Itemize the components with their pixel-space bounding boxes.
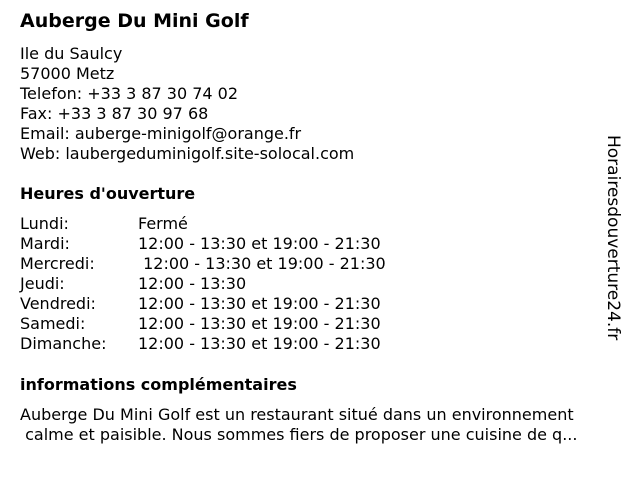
description-line: Auberge Du Mini Golf est un restaurant situé dans un environnement bbox=[20, 405, 574, 424]
hours-day: Dimanche: bbox=[20, 334, 107, 353]
hours-day: Mercredi: bbox=[20, 254, 95, 273]
contact-block bbox=[20, 44, 354, 164]
site-watermark: Horairesdouverture24.fr bbox=[603, 135, 623, 341]
hours-row-lundi bbox=[20, 214, 386, 234]
hours-row-dimanche bbox=[20, 334, 386, 354]
description-text bbox=[20, 405, 630, 445]
hours-time: 12:00 - 13:30 et 19:00 - 21:30 bbox=[138, 234, 381, 253]
hours-row-mercredi bbox=[20, 254, 386, 274]
website-link[interactable]: Web: laubergeduminigolf.site-solocal.com bbox=[20, 144, 355, 163]
hours-time: 12:00 - 13:30 et 19:00 - 21:30 bbox=[138, 294, 381, 313]
hours-time: Fermé bbox=[138, 214, 188, 233]
hours-time: 12:00 - 13:30 et 19:00 - 21:30 bbox=[138, 334, 381, 353]
opening-hours-heading: Heures d'ouverture bbox=[20, 184, 196, 203]
hours-day: Samedi: bbox=[20, 314, 86, 333]
hours-time: 12:00 - 13:30 bbox=[138, 274, 247, 293]
address-city: 57000 Metz bbox=[20, 64, 115, 83]
phone-number[interactable]: Telefon: +33 3 87 30 74 02 bbox=[20, 84, 239, 103]
hours-day: Vendredi: bbox=[20, 294, 96, 313]
business-name: Auberge Du Mini Golf bbox=[20, 10, 249, 32]
opening-hours-table bbox=[20, 214, 386, 354]
hours-day: Mardi: bbox=[20, 234, 70, 253]
hours-row-mardi bbox=[20, 234, 386, 254]
hours-row-jeudi bbox=[20, 274, 386, 294]
hours-day: Jeudi: bbox=[20, 274, 65, 293]
additional-info-heading: informations complémentaires bbox=[20, 375, 297, 394]
address-street: Ile du Saulcy bbox=[20, 44, 123, 63]
hours-row-vendredi bbox=[20, 294, 386, 314]
email-address[interactable]: Email: auberge-minigolf@orange.fr bbox=[20, 124, 302, 143]
description-line: calme et paisible. Nous sommes fiers de proposer une cuisine de q... bbox=[20, 425, 578, 444]
hours-time: 12:00 - 13:30 et 19:00 - 21:30 bbox=[138, 254, 386, 273]
hours-time: 12:00 - 13:30 et 19:00 - 21:30 bbox=[138, 314, 381, 333]
hours-day: Lundi: bbox=[20, 214, 69, 233]
hours-row-samedi bbox=[20, 314, 386, 334]
fax-number: Fax: +33 3 87 30 97 68 bbox=[20, 104, 209, 123]
